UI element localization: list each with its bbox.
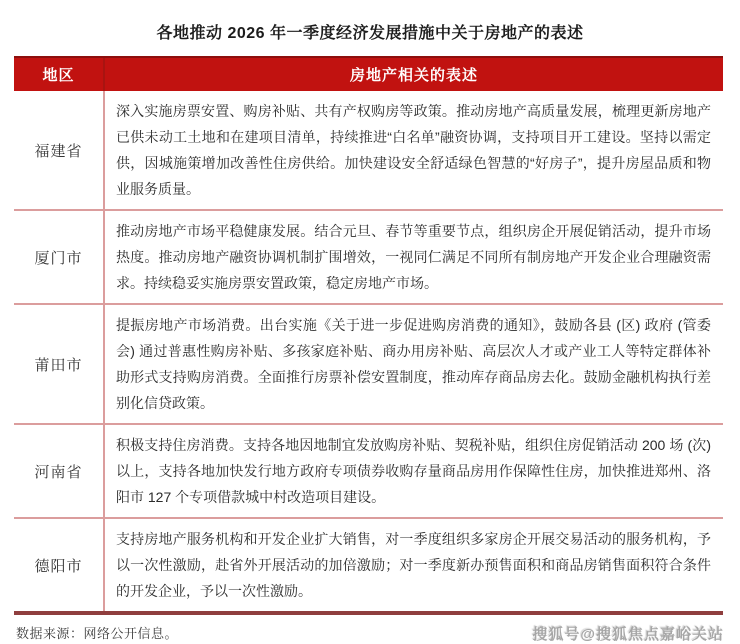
region-cell: 河南省 xyxy=(14,425,105,517)
region-cell: 福建省 xyxy=(14,91,105,209)
policy-text: 支持房地产服务机构和开发企业扩大销售，对一季度组织多家房企开展交易活动的服务机构，予以一次性激励，赴省外开展活动的加倍激励；对一季度新办预售面积和商品房销售面积符合条件的开发企业，予以一次性激励。 xyxy=(116,531,711,599)
region-cell: 莆田市 xyxy=(14,305,105,423)
footer xyxy=(16,623,724,644)
policy-table xyxy=(14,56,723,615)
page-title: 各地推动 2026 年一季度经济发展措施中关于房地产的表述 xyxy=(156,25,584,42)
table-row-henan xyxy=(14,425,723,519)
table-header xyxy=(14,56,723,91)
table-row-deyang xyxy=(14,519,723,611)
policy-text: 积极支持住房消费。支持各地因地制宜发放购房补贴、契税补贴，组织住房促销活动 200 场 (次) 以上，支持各地加快发行地方政府专项债券收购存量商品房用作保障性住房，加快推进郑州、洛阳市 127 个专项借款城中村改造项目建设。 xyxy=(116,437,711,505)
table-row-putian xyxy=(14,305,723,425)
region-cell: 德阳市 xyxy=(14,519,105,611)
data-source-note: 数据来源：网络公开信息。 xyxy=(16,626,179,641)
region-cell: 厦门市 xyxy=(14,211,105,303)
table-row-fujian xyxy=(14,91,723,211)
header-description: 房地产相关的表述 xyxy=(349,67,478,84)
watermark-sohu: 搜狐号@搜狐焦点嘉峪关站 xyxy=(532,626,724,643)
policy-text: 深入实施房票安置、购房补贴、共有产权购房等政策。推动房地产高质量发展，梳理更新房地产已供未动工土地和在建项目清单，持续推进“白名单”融资协调，支持项目开工建设。坚持以需定供，因城施策增加改善性住房供给。加快建设安全舒适绿色智慧的“好房子”，提升房屋品质和物业服务质量。 xyxy=(116,103,711,197)
policy-text: 推动房地产市场平稳健康发展。结合元旦、春节等重要节点，组织房企开展促销活动，提升市场热度。推动房地产融资协调机制扩围增效，一视同仁满足不同所有制房地产开发企业合理融资需求。持续稳妥实施房票安置政策，稳定房地产市场。 xyxy=(116,223,711,291)
header-region: 地区 xyxy=(14,58,105,91)
table-row-xiamen xyxy=(14,211,723,305)
policy-text: 提振房地产市场消费。出台实施《关于进一步促进购房消费的通知》，鼓励各县 (区) 政府 (管委会) 通过普惠性购房补贴、多孩家庭补贴、商办用房补贴、高层次人才或产业工人等特定群体补助形式支持购房消费。全面推行房票补偿安置制度，推动库存商品房去化。鼓励金融机构执行差别化信贷政策。 xyxy=(116,317,711,411)
